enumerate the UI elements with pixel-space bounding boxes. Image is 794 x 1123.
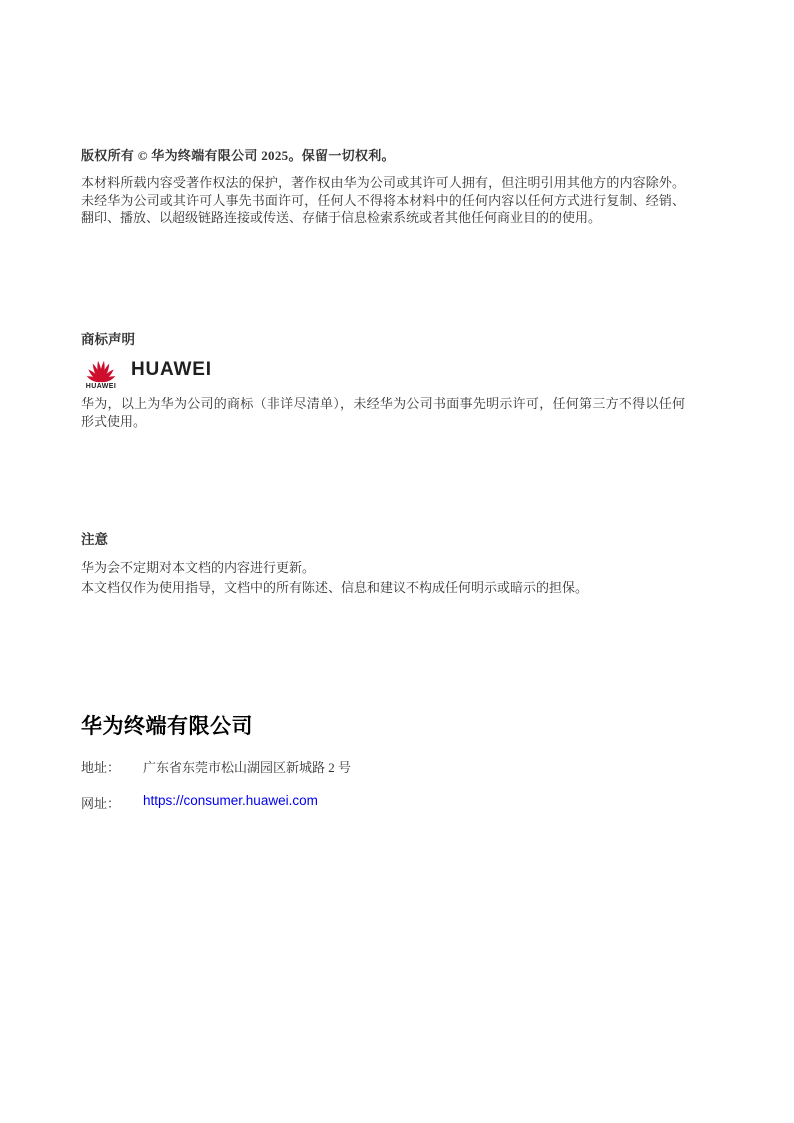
huawei-flower-icon (81, 356, 121, 383)
huawei-logo-mark (81, 356, 121, 392)
huawei-logo-sub-label: HUAWEI (85, 383, 117, 390)
trademark-section-heading: 商标声明 (81, 332, 135, 347)
website-link[interactable]: https://consumer.huawei.com (143, 793, 318, 808)
notice-line-2: 本文档仅作为使用指导，文档中的所有陈述、信息和建议不构成任何明示或暗示的担保。 (81, 580, 589, 595)
address-label: 地址： (81, 760, 121, 775)
notice-section-heading: 注意 (81, 532, 108, 547)
copyright-heading: 版权所有 © 华为终端有限公司 2025。保留一切权利。 (81, 148, 395, 163)
address-value: 广东省东莞市松山湖园区新城路 2 号 (143, 760, 352, 775)
website-row (81, 793, 318, 812)
copyright-paragraph: 本材料所载内容受著作权法的保护，著作权由华为公司或其许可人拥有，但注明引用其他方的内容除外。未经华为公司或其许可人事先书面许可，任何人不得将本材料中的任何内容以任何方式进行复制、经销、翻印、播放、以超级链路连接或传送、存储于信息检索系统或者其他任何商业目的的使用。 (81, 175, 685, 225)
huawei-wordmark: HUAWEI (131, 359, 212, 380)
notice-line-1: 华为会不定期对本文档的内容进行更新。 (81, 560, 316, 575)
website-label: 网址： (81, 796, 121, 811)
address-row (81, 757, 351, 776)
company-name-heading: 华为终端有限公司 (81, 715, 253, 738)
trademark-paragraph: 华为，以上为华为公司的商标（非详尽清单），未经华为公司书面事先明示许可，任何第三方不得以任何形式使用。 (81, 396, 685, 429)
notice-paragraph (81, 558, 721, 598)
huawei-logo (81, 356, 212, 392)
